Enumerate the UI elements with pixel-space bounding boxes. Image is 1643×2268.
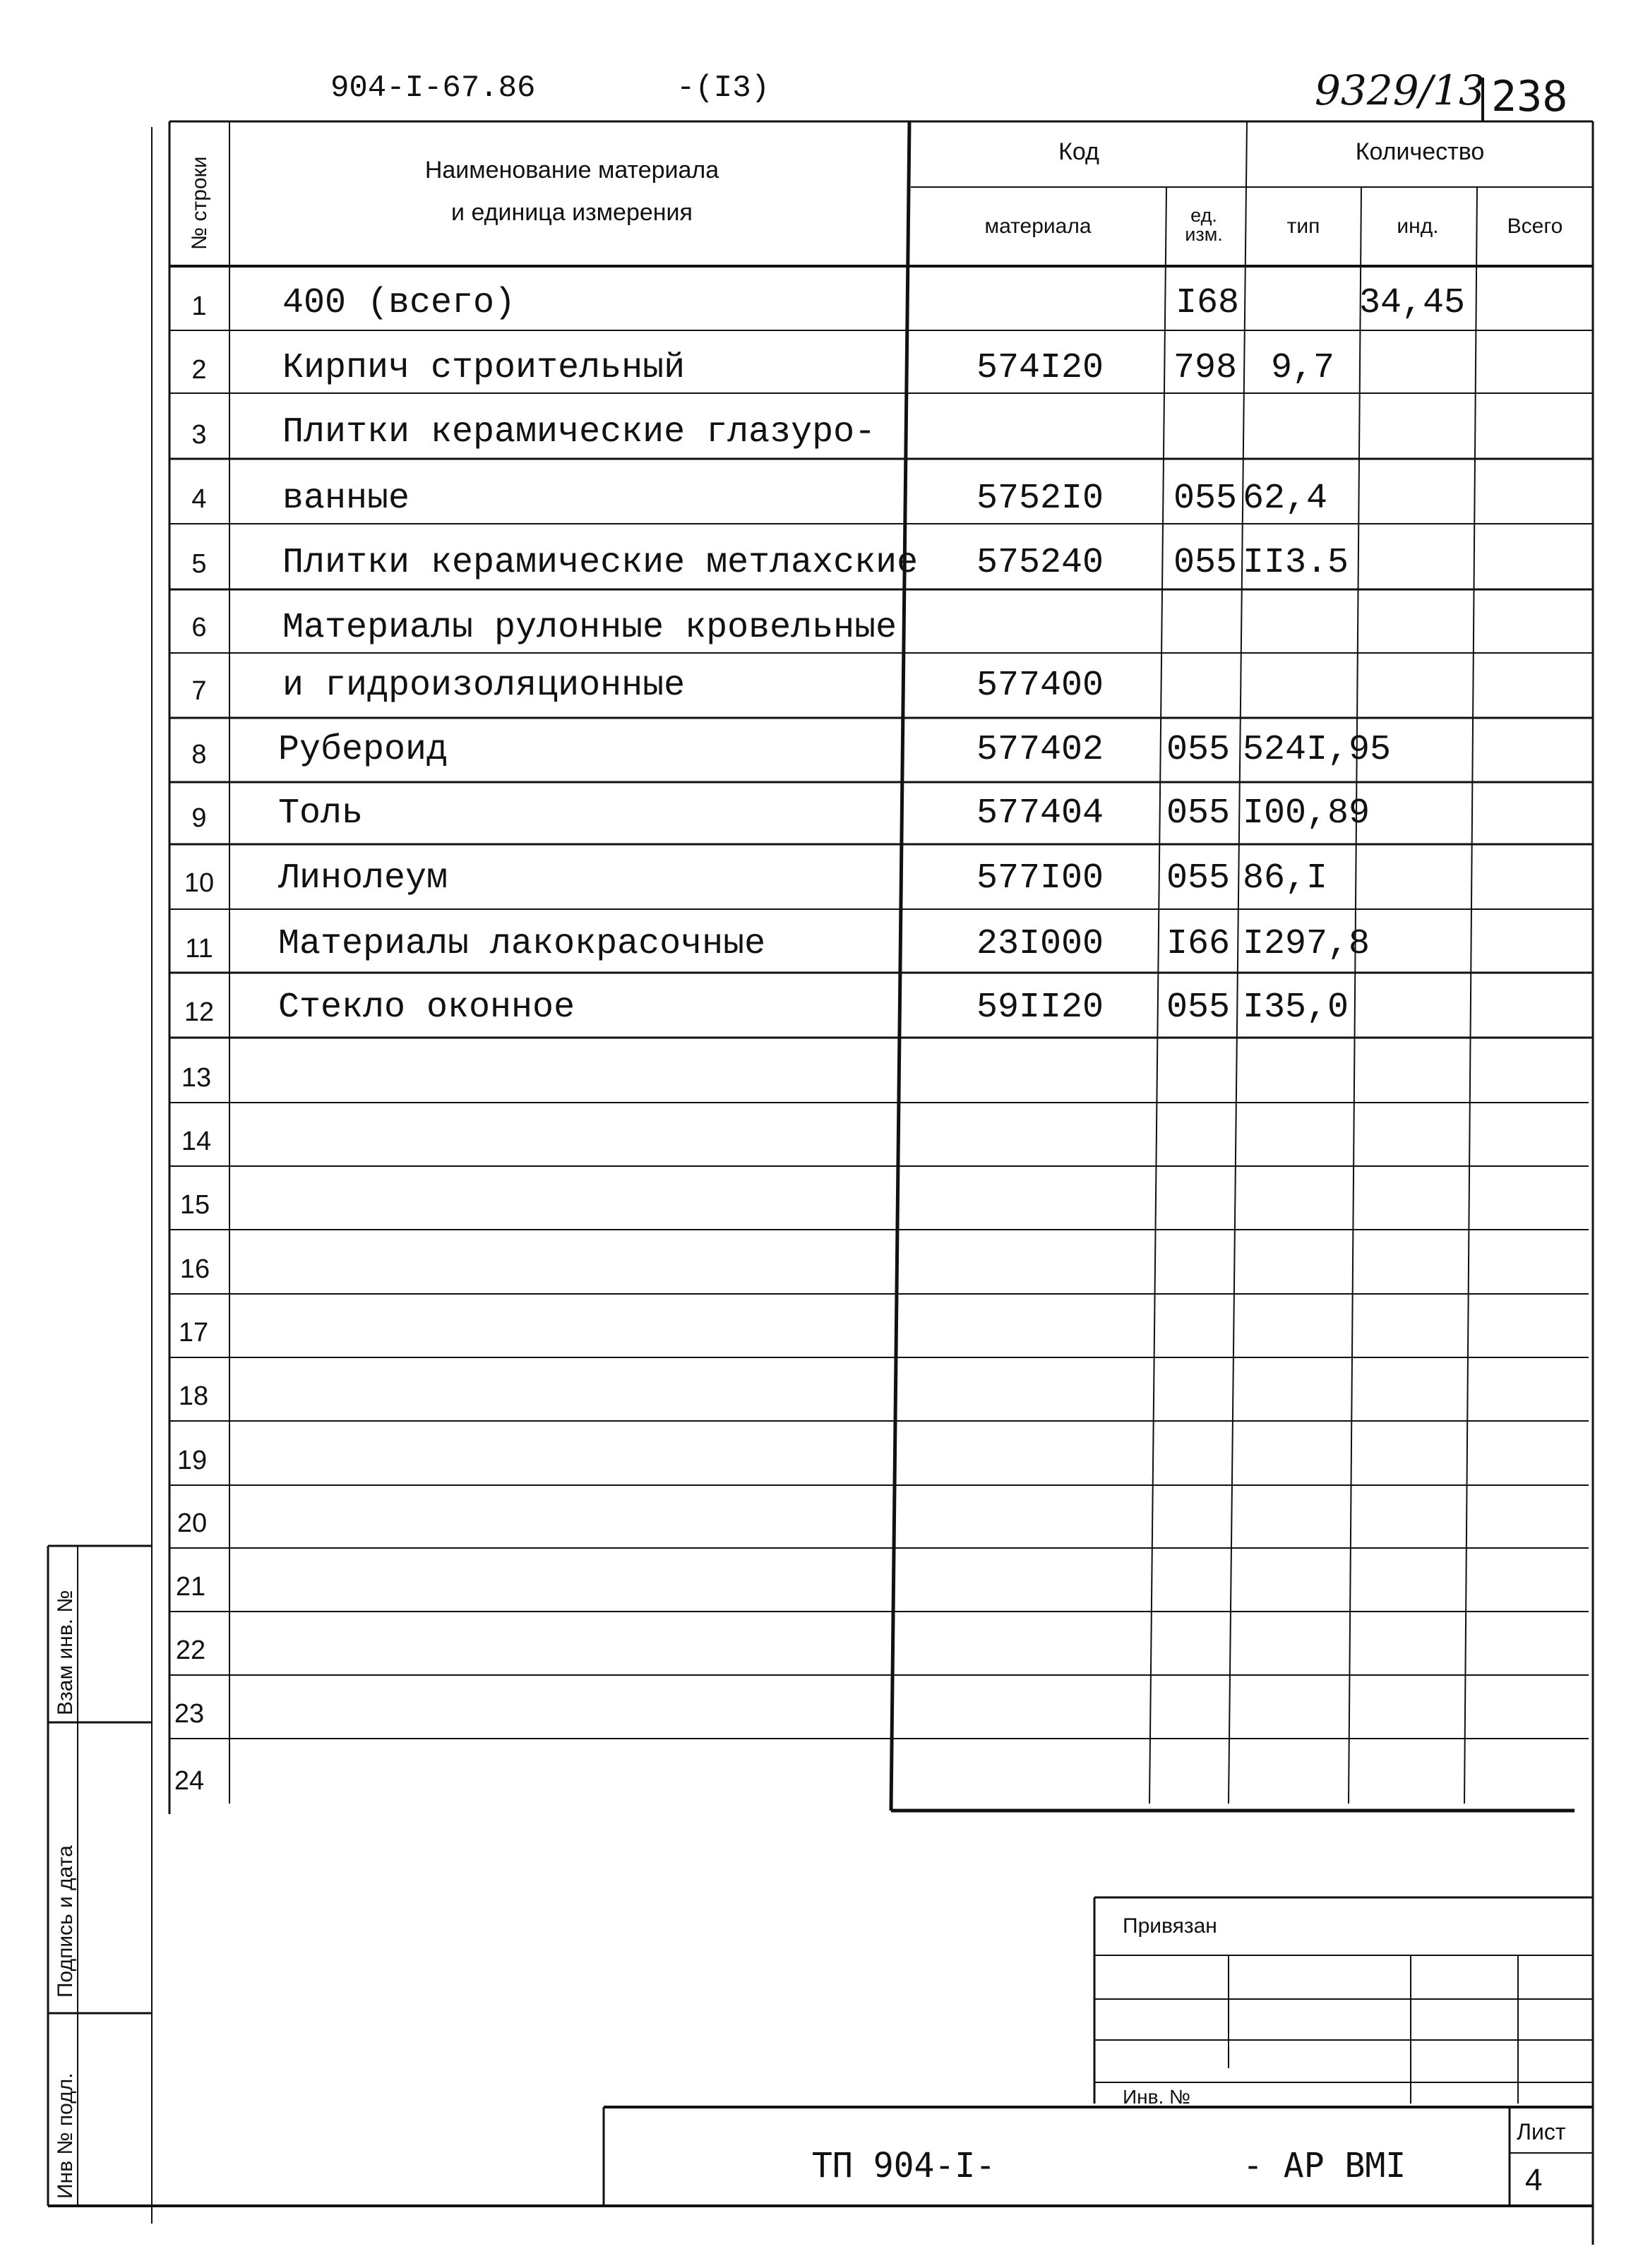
row-number: 21 <box>175 1572 206 1602</box>
row-code: 577402 <box>976 730 1104 770</box>
row-number: 15 <box>179 1190 210 1220</box>
row-number: 2 <box>191 355 207 385</box>
type-header: тип <box>1286 215 1320 238</box>
row-number-header <box>169 121 229 266</box>
row-type: II3.5 <box>1243 543 1349 583</box>
row-name: Плитки керамические метлахские <box>282 543 919 583</box>
row-name: и гидроизоляционные <box>282 666 686 706</box>
row-code: 577404 <box>976 793 1104 834</box>
ind-header: инд. <box>1397 215 1439 238</box>
row-number: 24 <box>174 1766 205 1796</box>
row-unit: I68 <box>1176 283 1240 323</box>
row-code: 59II20 <box>976 988 1104 1028</box>
row-code: 23I000 <box>976 924 1104 964</box>
row-type: 62,4 <box>1243 479 1328 519</box>
row-code: 577400 <box>976 666 1104 706</box>
row-number: 11 <box>185 934 213 964</box>
row-number: 14 <box>181 1127 212 1156</box>
row-code: 5752I0 <box>976 479 1104 519</box>
row-type: 9,7 <box>1270 348 1334 388</box>
row-unit: 055 <box>1173 543 1238 583</box>
row-unit: 055 <box>1173 479 1238 519</box>
row-number: 6 <box>191 613 207 642</box>
row-number: 20 <box>177 1508 208 1538</box>
row-number: 8 <box>191 740 207 769</box>
row-code: 577I00 <box>976 858 1104 899</box>
row-number: 17 <box>178 1318 209 1348</box>
quantity-header: Количество <box>1355 138 1485 165</box>
row-number: 3 <box>191 420 207 450</box>
row-type: I297,8 <box>1243 924 1370 964</box>
unit-header: ед. изм. <box>1185 205 1223 245</box>
sheet-reference: -(I3) <box>676 71 770 106</box>
row-unit: 055 <box>1166 793 1231 834</box>
replacement-inventory-label: Взам инв. № <box>54 1590 77 1715</box>
original-inventory-label: Инв № подл. <box>54 2072 77 2199</box>
sheet-number: 4 <box>1525 2163 1543 2197</box>
row-name: 400 (всего) <box>282 283 516 323</box>
row-number: 10 <box>184 868 215 898</box>
row-unit: 055 <box>1166 730 1231 770</box>
material-code-header: материала <box>984 215 1092 238</box>
row-type: I00,89 <box>1243 793 1370 834</box>
row-ind: 34,45 <box>1359 283 1466 323</box>
row-name: ванные <box>282 479 410 519</box>
row-name: Кирпич строительный <box>282 348 686 388</box>
code-header: Код <box>1058 138 1099 165</box>
row-number: 13 <box>181 1063 212 1093</box>
row-type: 86,I <box>1243 858 1328 899</box>
row-name: Материалы лакокрасочные <box>278 924 766 964</box>
row-type: 524I,95 <box>1243 730 1392 770</box>
total-header: Всего <box>1507 215 1563 238</box>
row-unit: 055 <box>1166 858 1231 899</box>
row-unit: I66 <box>1166 924 1231 964</box>
row-name: Рубероид <box>278 730 448 770</box>
name-header-line1: Наименование материала <box>424 157 719 184</box>
row-number: 4 <box>191 484 207 514</box>
name-header-line2: и единица измерения <box>451 199 693 226</box>
row-number: 12 <box>184 997 215 1027</box>
signature-date-label: Подпись и дата <box>54 1845 77 1998</box>
row-type: I35,0 <box>1243 988 1349 1028</box>
archive-number: 9329/13 <box>1315 66 1485 114</box>
row-name: Стекло оконное <box>278 988 575 1028</box>
linked-label: Привязан <box>1123 1914 1217 1938</box>
row-number: 16 <box>179 1254 210 1284</box>
row-unit: 798 <box>1173 348 1238 388</box>
row-unit: 055 <box>1166 988 1231 1028</box>
row-name: Плитки керамические глазуро- <box>282 412 876 452</box>
row-number: 18 <box>178 1381 209 1411</box>
row-code: 574I20 <box>976 348 1104 388</box>
row-name: Линолеум <box>278 858 448 899</box>
row-name: Материалы рулонные кровельные <box>282 608 897 648</box>
row-name: Толь <box>278 793 364 834</box>
row-number: 5 <box>191 549 207 579</box>
sheet-label: Лист <box>1517 2119 1566 2144</box>
row-number: 7 <box>191 676 207 706</box>
row-number: 22 <box>175 1636 206 1665</box>
row-number: 9 <box>191 803 207 833</box>
row-code: 575240 <box>976 543 1104 583</box>
document-code: 904-I-67.86 <box>330 71 536 106</box>
stamp-inventory-label: Инв. № <box>1123 2086 1191 2108</box>
row-number: 1 <box>191 292 207 321</box>
page-number: 238 <box>1491 72 1568 121</box>
row-number-header-label: № строки <box>188 156 211 250</box>
row-number: 23 <box>174 1699 205 1729</box>
row-number: 19 <box>177 1446 208 1475</box>
designation-prefix: ТП 904-I- <box>812 2146 996 2185</box>
designation-suffix: - АР ВМI <box>1243 2146 1406 2185</box>
